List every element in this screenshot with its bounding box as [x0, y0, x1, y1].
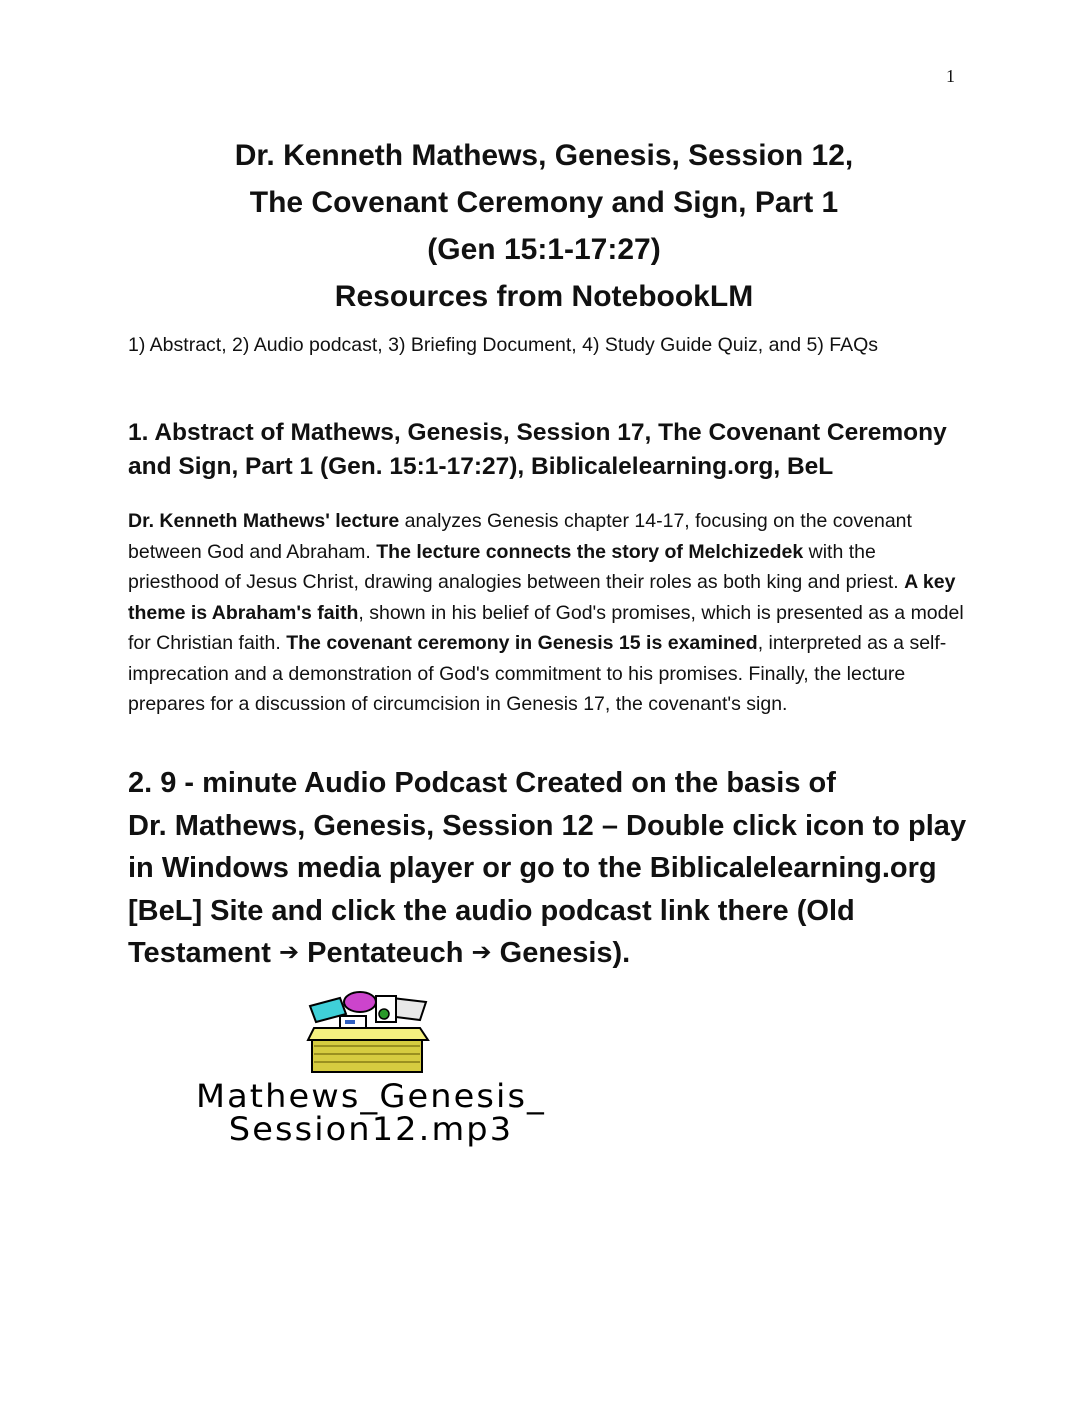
filename-line2: Session12.mp3	[228, 1110, 514, 1148]
page-number: 1	[946, 66, 955, 86]
section2-heading	[128, 762, 968, 975]
abstract-bold-4: The covenant ceremony in Genesis 15 is examined	[286, 632, 758, 654]
section1-heading-line2: and Sign, Part 1 (Gen. 15:1-17:27), Biblicalelearning.org, BeL	[128, 453, 834, 480]
abstract-bold-1: Dr. Kenneth Mathews' lecture	[128, 510, 400, 532]
contents-line: 1) Abstract, 2) Audio podcast, 3) Briefing Document, 4) Study Guide Quiz, and 5) FAQs	[128, 334, 879, 356]
title-line-4: Resources from NotebookLM	[334, 280, 754, 313]
arrow-right-icon: ➔	[278, 939, 300, 966]
section2-line5c: Genesis).	[491, 937, 631, 969]
section2-line4: [BeL] Site and click the audio podcast link there (Old	[128, 894, 855, 927]
attachment-filename[interactable]	[124, 1077, 618, 1148]
abstract-paragraph	[128, 506, 968, 720]
audio-attachment[interactable]	[136, 988, 606, 1158]
section2-line5a: Testament	[128, 937, 279, 969]
abstract-text-2: with the priesthood of Jesus Christ, drawing analogies between their roles as both king and priest.	[128, 540, 905, 593]
title-line-3: (Gen 15:1-17:27)	[427, 233, 661, 266]
package-icon[interactable]	[300, 988, 434, 1074]
abstract-bold-2: The lecture connects the story of Melchizedek	[376, 540, 804, 563]
section2-line2: Dr. Mathews, Genesis, Session 12 – Double click icon to play	[128, 809, 967, 842]
section1-heading	[128, 416, 968, 484]
abstract-text-4: , interpreted as a self-imprecation and a demonstration of God's commitment to his promises. Finally, the lecture prepares for a discussion of circumcision in Genesis 17, the covenant's sign.	[128, 632, 947, 715]
title-line-1: Dr. Kenneth Mathews, Genesis, Session 12,	[234, 139, 854, 172]
section2-line3: in Windows media player or go to the Biblicalelearning.org	[128, 852, 937, 884]
arrow-right-icon: ➔	[471, 939, 492, 966]
abstract-bold-3: A key theme is Abraham's faith	[128, 571, 956, 624]
title-line-2: The Covenant Ceremony and Sign, Part 1	[249, 186, 839, 219]
section2-line5b: Pentateuch	[299, 937, 472, 969]
abstract-text-3: , shown in his belief of God's promises, which is presented as a model for Christian faith.	[128, 601, 964, 654]
section1-heading-line1: 1. Abstract of Mathews, Genesis, Session 17, The Covenant Ceremony	[128, 419, 947, 446]
filename-line1: Mathews_Genesis_	[196, 1077, 546, 1115]
document-title	[0, 132, 1088, 320]
section2-line1: 2. 9 - minute Audio Podcast Created on the basis of	[128, 767, 836, 799]
abstract-text-1: analyzes Genesis chapter 14-17, focusing on the covenant between God and Abraham.	[128, 510, 912, 563]
